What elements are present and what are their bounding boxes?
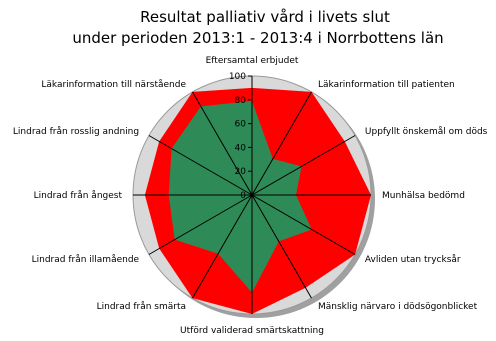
chart-title-line-2: under perioden 2013:1 - 2013:4 i Norrbottens län [72, 29, 444, 47]
tick-label: 80 [234, 95, 246, 106]
tick-label: 20 [234, 167, 246, 178]
axis-label: Utförd validerad smärtskattning [180, 326, 324, 336]
tick-label: 60 [234, 119, 246, 130]
tick-label: 0 [240, 191, 246, 201]
axis-label: Lindrad från smärta [96, 301, 186, 312]
axis-label: Lindrad från rosslig andning [12, 127, 140, 137]
chart-title-line-1: Resultat palliativ vård i livets slut [140, 8, 390, 26]
axis-label: Avliden utan trycksår [364, 255, 461, 265]
axis-label: Lindrad från illamående [31, 255, 140, 265]
axis-label: Uppfyllt önskemål om döds [364, 127, 488, 137]
tick-label: 40 [234, 143, 246, 154]
axis-label: Läkarinformation till närstående [41, 80, 186, 91]
axis-label: Läkarinformation till patienten [318, 80, 455, 91]
tick-label: 100 [228, 72, 246, 82]
axis-label: Mänsklig närvaro i dödsögonblicket [318, 301, 478, 312]
axis-label: Lindrad från ångest [33, 191, 122, 201]
axis-label: Munhälsa bedömd [382, 191, 465, 201]
axis-label: Eftersamtal erbjudet [205, 56, 299, 66]
